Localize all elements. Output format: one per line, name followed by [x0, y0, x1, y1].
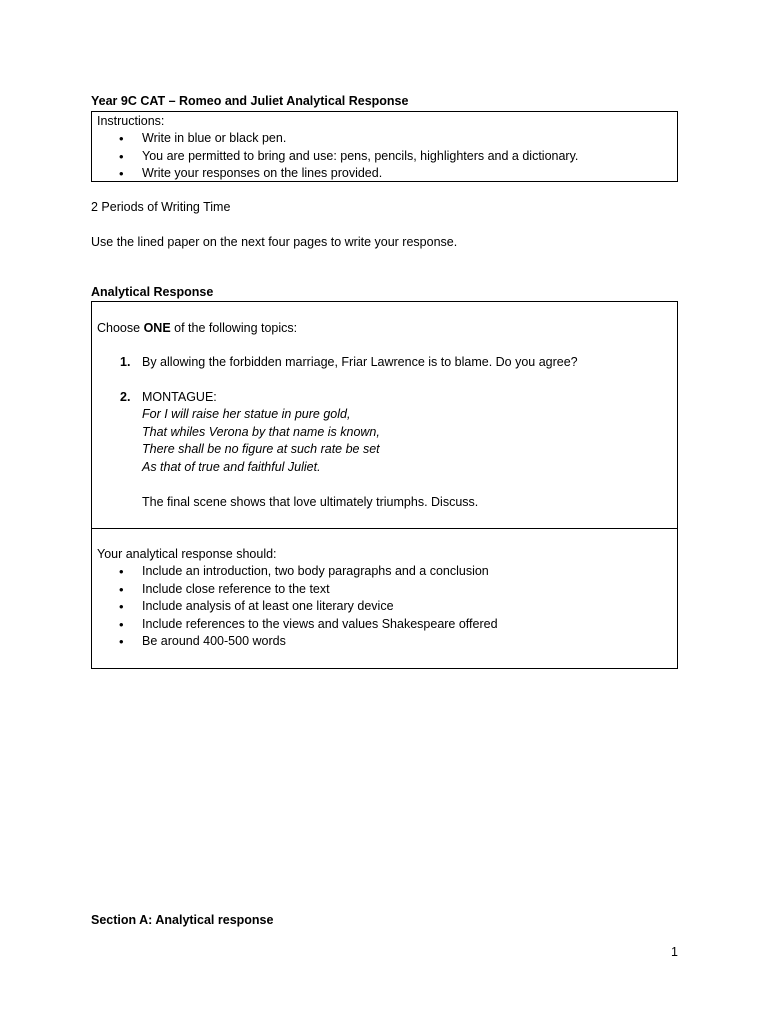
requirements-box: [91, 528, 678, 669]
list-item: • Write in blue or black pen.: [97, 130, 677, 148]
topics-box: [91, 301, 678, 529]
list-item: • Write your responses on the lines provided.: [97, 165, 677, 183]
list-item: • Include close reference to the text: [97, 581, 677, 599]
document-title: Year 9C CAT – Romeo and Juliet Analytical Response: [91, 94, 409, 108]
topics-intro-end: of the following topics:: [170, 321, 298, 335]
quote-line: For I will raise her statue in pure gold,: [142, 407, 351, 421]
instructions-heading: Instructions:: [97, 114, 165, 128]
requirements-heading: Your analytical response should:: [97, 547, 277, 561]
topic-2-prompt: The final scene shows that love ultimately triumphs. Discuss.: [142, 495, 479, 509]
topics-intro: [97, 320, 297, 337]
list-item: • Include analysis of at least one literary device: [97, 598, 677, 616]
topic-2-speaker: MONTAGUE:: [142, 390, 217, 404]
list-item: • Include references to the views and values Shakespeare offered: [97, 616, 677, 634]
section-a-heading: Section A: Analytical response: [91, 913, 274, 927]
list-item: • You are permitted to bring and use: pens, pencils, highlighters and a dictionary.: [97, 148, 677, 166]
topic-1-text: By allowing the forbidden marriage, Friar Lawrence is to blame. Do you agree?: [142, 355, 578, 369]
analytical-response-heading: Analytical Response: [91, 285, 214, 299]
lined-paper-note: Use the lined paper on the next four pages to write your response.: [91, 235, 458, 249]
requirements-list: [97, 563, 677, 651]
list-item: • Include an introduction, two body paragraphs and a conclusion: [97, 563, 677, 581]
topics-intro-emphasis: ONE: [143, 321, 171, 335]
writing-time: 2 Periods of Writing Time: [91, 200, 231, 214]
instructions-box: [91, 111, 678, 182]
topics-intro-start: Choose: [97, 321, 144, 335]
instructions-list: [97, 130, 677, 183]
quote-line: There shall be no figure at such rate be set: [142, 442, 380, 456]
list-item: • Be around 400-500 words: [97, 633, 677, 651]
topic-1-number: 1.: [120, 355, 131, 369]
quote-line: That whiles Verona by that name is known,: [142, 424, 380, 439]
topic-2-number: 2.: [120, 390, 131, 404]
quote-line: As that of true and faithful Juliet.: [142, 459, 321, 474]
page-number: 1: [671, 945, 678, 959]
